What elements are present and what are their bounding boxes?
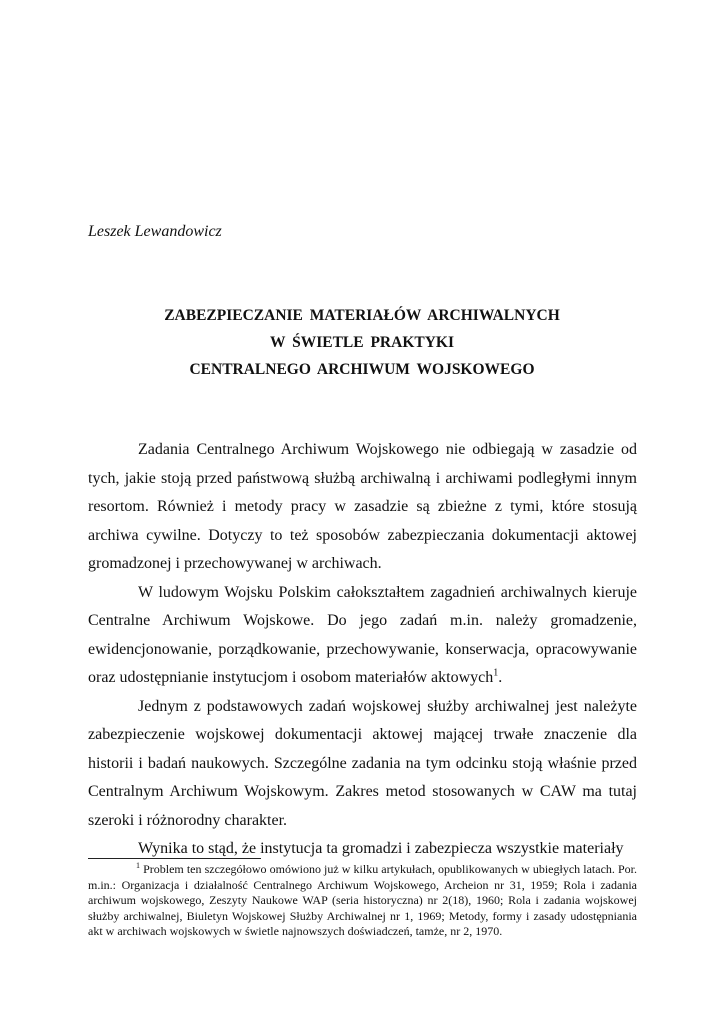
article-body — [88, 436, 637, 864]
paragraph-2-end: . — [498, 669, 503, 686]
article-title — [88, 302, 636, 383]
title-line-2: W ŚWIETLE PRAKTYKI — [269, 334, 454, 351]
title-line-3: CENTRALNEGO ARCHIWUM WOJSKOWEGO — [189, 361, 535, 378]
footnote-marker: 1 — [136, 861, 140, 870]
paragraph-2 — [88, 579, 637, 693]
paragraph-4: Wynika to stąd, że instytucja ta gromadzi i zabezpiecza wszystkie materiały — [138, 840, 624, 857]
footnote-divider — [88, 858, 261, 859]
footnote — [88, 862, 637, 940]
paragraph-2-text: W ludowym Wojsku Polskim całokształtem zagadnień archiwalnych kieruje Centralne Archiwum Wojskowe. Do jego zadań m.in. należy gromadzenie, ewidencjonowanie, porządkowanie, przechowywanie, konserwacja, opracowywanie oraz udostępnianie instytucjom i osobom materiałów aktowych — [88, 583, 637, 686]
paragraph-1: Zadania Centralnego Archiwum Wojskowego nie odbiegają w zasadzie od tych, jakie stoją przed państwową służbą archiwalną i archiwami podległymi innym resortom. Również i metody pracy w zasadzie są zbieżne z tymi, które stosują archiwa cywilne. Dotyczy to też sposobów zabezpieczania dokumentacji aktowej gromadzonej i przechowywanej w archiwach. — [88, 441, 637, 572]
paragraph-3: Jednym z podstawowych zadań wojskowej służby archiwalnej jest należyte zabezpieczenie wojskowej dokumentacji aktowej mającej trwałe znaczenie dla historii i badań naukowych. Szczególne zadania na tym odcinku stoją właśnie przed Centralnym Archiwum Wojskowym. Zakres metod stosowanych w CAW ma tutaj szeroki i różnorodny charakter. — [88, 697, 637, 829]
title-line-1: ZABEZPIECZANIE MATERIAŁÓW ARCHIWALNYCH — [164, 307, 560, 324]
author-name: Leszek Lewandowicz — [88, 223, 222, 240]
footnote-reference[interactable]: 1 — [493, 667, 499, 679]
footnote-text: Problem ten szczegółowo omówiono już w kilku artykułach, opublikowanych w ubiegłych latach. Por. m.in.: Organizacja i działalność Centralnego Archiwum Wojskowego, Archeion nr 31, 1959; Rola i zadania archiwum wojskowego, Zeszyty Naukowe WAP (seria historyczna) nr 2(18), 1960; Rola i zadania wojskowej służby archiwalnej, Biuletyn Wojskowej Służby Archiwalnej nr 1, 1969; Metody, formy i zasady udostępniania akt w archiwach wojskowych w świetle najnowszych doświadczeń, tamże, nr 2, 1970. — [88, 862, 637, 938]
